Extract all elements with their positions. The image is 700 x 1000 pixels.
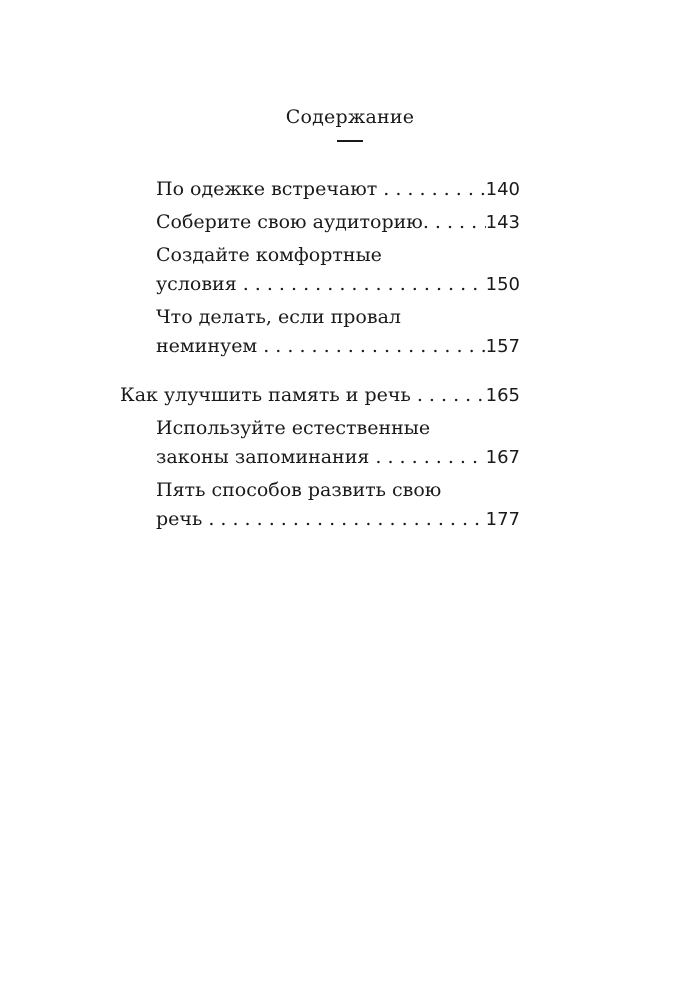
toc-leader-dots <box>202 505 485 534</box>
title-rule <box>337 140 363 142</box>
toc-entry-title-continued: неминуем <box>156 335 258 357</box>
page-header <box>0 104 700 142</box>
toc-line <box>120 381 520 410</box>
toc-chapter-title: Как улучшить память и речь <box>120 384 411 406</box>
page-title: Содержание <box>285 106 415 128</box>
toc-page-number: 143 <box>485 212 520 233</box>
toc-page-number: 157 <box>485 336 520 357</box>
toc-page-number: 177 <box>485 509 520 530</box>
toc-line <box>156 505 520 534</box>
toc-leader-dots <box>377 175 485 204</box>
toc-leader-dots <box>237 270 486 299</box>
toc-entry[interactable] <box>120 476 520 534</box>
toc-line <box>156 175 520 204</box>
toc-entry-title: По одежке встречают <box>156 178 378 200</box>
toc-entry-title: Используйте естественные <box>156 417 431 439</box>
toc-entry-title-continued: условия <box>156 273 237 295</box>
toc-entry-title: Создайте комфортные <box>156 244 382 266</box>
toc-page-number: 140 <box>485 179 520 200</box>
toc-entry-title-continued: речь <box>156 508 203 530</box>
toc-entry-title-continued: законы запоминания <box>156 446 370 468</box>
toc-line <box>156 270 520 299</box>
toc-leader-dots <box>429 208 486 237</box>
toc-leader-dots <box>257 332 485 361</box>
toc-entry-title: Пять способов развить свою <box>156 479 442 501</box>
toc-page-number: 150 <box>485 274 520 295</box>
toc-page-number: 165 <box>485 385 520 406</box>
toc-entry[interactable] <box>120 414 520 472</box>
toc-line <box>156 332 520 361</box>
toc-line <box>156 414 520 443</box>
toc-entry[interactable] <box>120 303 520 361</box>
toc-entry[interactable] <box>120 208 520 237</box>
toc-line <box>156 241 520 270</box>
toc-line <box>156 443 520 472</box>
toc-line <box>156 208 520 237</box>
toc-entry[interactable] <box>120 241 520 299</box>
toc-line <box>156 303 520 332</box>
toc-line <box>156 476 520 505</box>
toc-leader-dots <box>369 443 485 472</box>
toc-chapter-entry[interactable] <box>120 381 520 410</box>
table-of-contents <box>120 175 520 538</box>
toc-leader-dots <box>411 381 486 410</box>
toc-entry-title: Что делать, если провал <box>156 306 401 328</box>
toc-entry[interactable] <box>120 175 520 204</box>
toc-entry-title: Соберите свою аудиторию. <box>156 211 429 233</box>
toc-page-number: 167 <box>485 447 520 468</box>
